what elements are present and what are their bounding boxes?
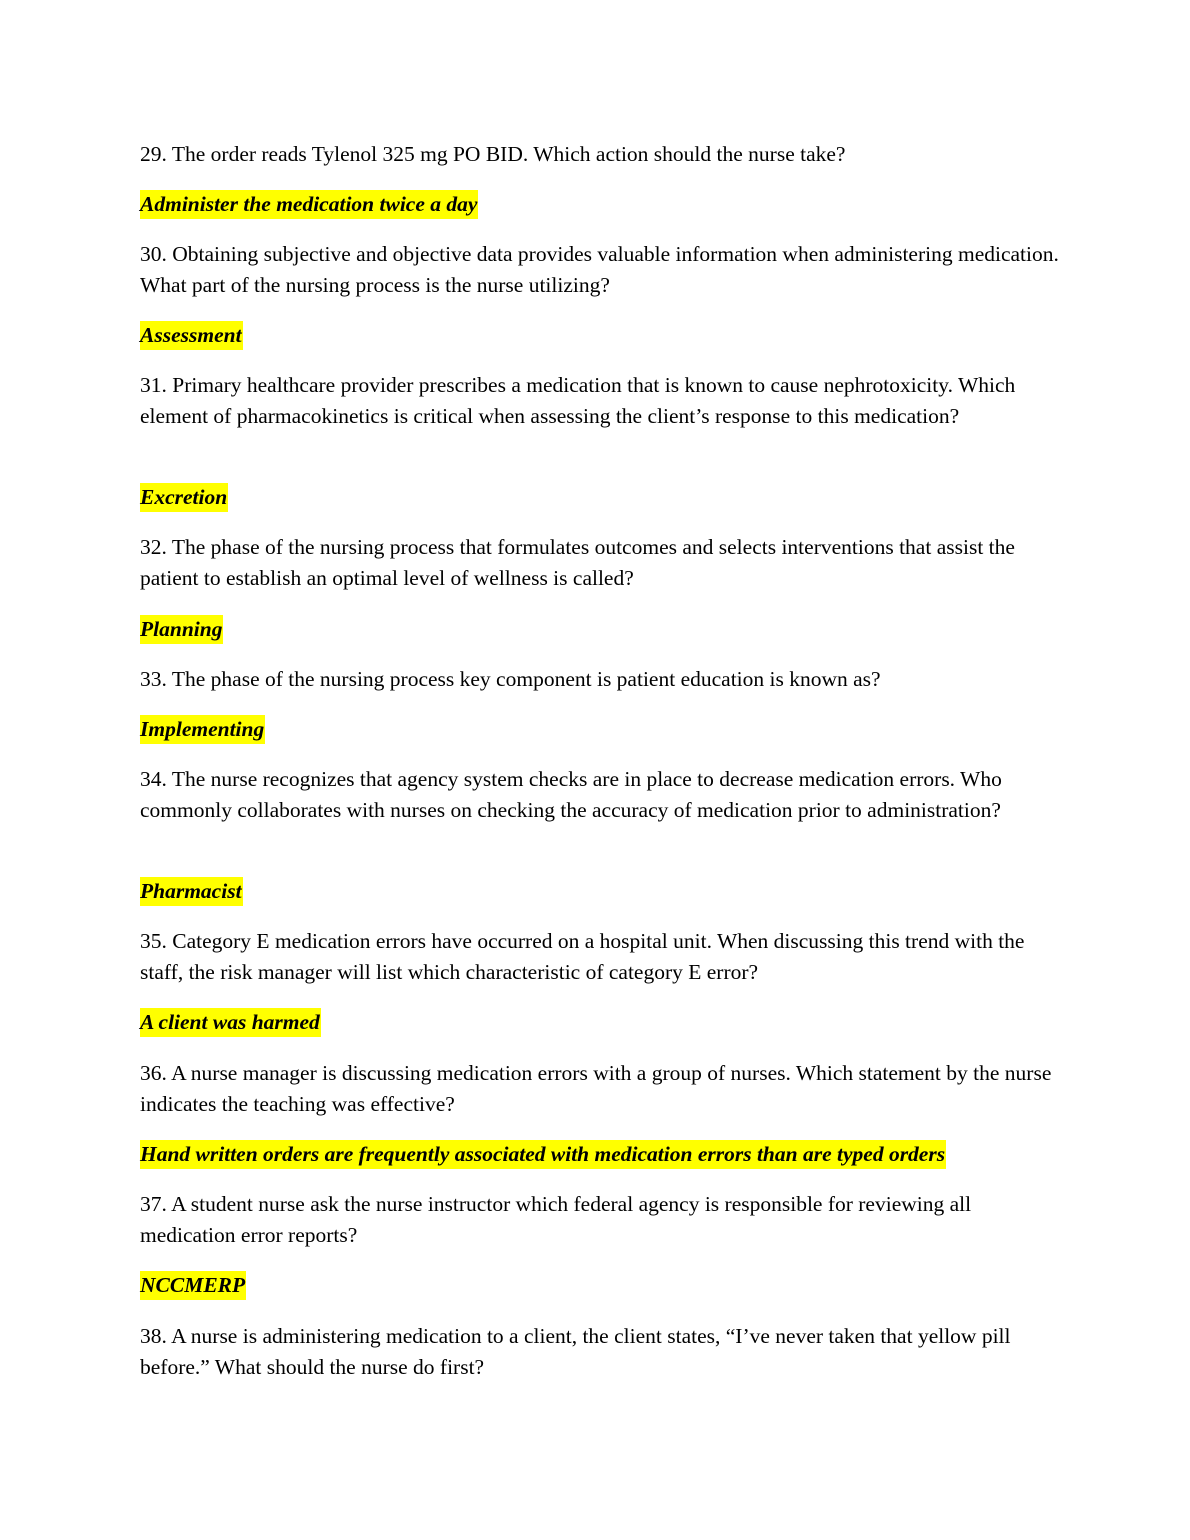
answer-highlight: Pharmacist xyxy=(140,877,243,906)
answer-highlight: Planning xyxy=(140,615,223,644)
answer-36 xyxy=(140,1139,1060,1170)
answer-34 xyxy=(140,876,1060,907)
answer-highlight: A client was harmed xyxy=(140,1008,321,1037)
question-35: 35. Category E medication errors have occurred on a hospital unit. When discussing this trend with the staff, the risk manager will list which characteristic of category E error? xyxy=(140,929,1025,984)
answer-35 xyxy=(140,1007,1060,1038)
question-36: 36. A nurse manager is discussing medication errors with a group of nurses. Which statement by the nurse indicates the teaching was effective? xyxy=(140,1061,1052,1116)
answer-29 xyxy=(140,189,1060,220)
answer-highlight: Implementing xyxy=(140,715,265,744)
answer-highlight: Hand written orders are frequently associated with medication errors than are typed orders xyxy=(140,1140,946,1169)
question-37: 37. A student nurse ask the nurse instructor which federal agency is responsible for reviewing all medication error reports? xyxy=(140,1192,972,1247)
question-34: 34. The nurse recognizes that agency system checks are in place to decrease medication errors. Who commonly collaborates with nurses on checking the accuracy of medication prior to administration? xyxy=(140,767,1002,822)
question-30: 30. Obtaining subjective and objective data provides valuable information when administering medication. What part of the nursing process is the nurse utilizing? xyxy=(140,242,1059,297)
question-38: 38. A nurse is administering medication to a client, the client states, “I’ve never taken that yellow pill before.” What should the nurse do first? xyxy=(140,1324,1011,1379)
question-33: 33. The phase of the nursing process key component is patient education is known as? xyxy=(140,667,881,691)
answer-32 xyxy=(140,614,1060,645)
answer-30 xyxy=(140,320,1060,351)
answer-31 xyxy=(140,482,1060,513)
answer-highlight: Assessment xyxy=(140,321,243,350)
question-32: 32. The phase of the nursing process that formulates outcomes and selects interventions that assist the patient to establish an optimal level of wellness is called? xyxy=(140,535,1015,590)
question-31: 31. Primary healthcare provider prescribes a medication that is known to cause nephrotoxicity. Which element of pharmacokinetics is critical when assessing the client’s response to this medication? xyxy=(140,373,1016,428)
answer-highlight: Administer the medication twice a day xyxy=(140,190,478,219)
answer-highlight: Excretion xyxy=(140,483,228,512)
question-29: 29. The order reads Tylenol 325 mg PO BID. Which action should the nurse take? xyxy=(140,142,846,166)
answer-37 xyxy=(140,1270,1060,1301)
answer-33 xyxy=(140,714,1060,745)
answer-highlight: NCCMERP xyxy=(140,1271,246,1300)
